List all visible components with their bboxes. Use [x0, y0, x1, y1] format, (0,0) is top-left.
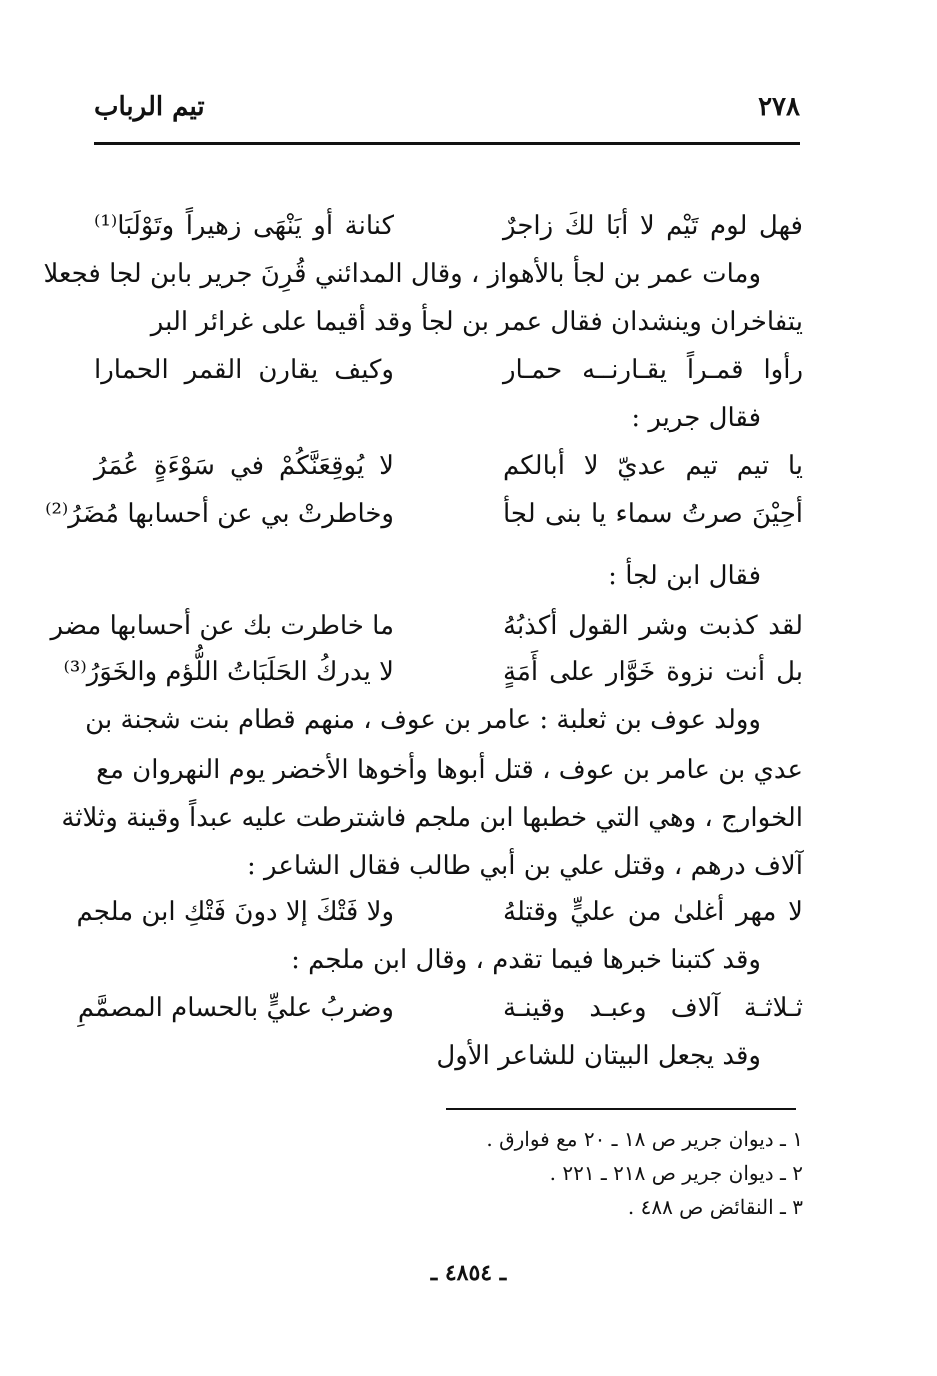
page-number: ٢٧٨ [758, 92, 800, 122]
verse-hemistich-left: وكيف يقارن القمر الحمارا [94, 355, 394, 385]
verse-hemistich-right: فهل لوم تَيْم لا أبَا لكَ زاجرٌ [503, 211, 803, 241]
verse-line-5 [50, 606, 803, 646]
footnote-rule [446, 1108, 796, 1110]
verse-line-1 [94, 206, 803, 246]
verse-line-7 [76, 892, 803, 932]
prose-line: ومات عمر بن لجأ بالأهواز ، وقال المدائني قُرِنَ جرير بابن لجا فجعلا [43, 259, 761, 289]
verse-hemistich-left: ولا فَتْكَ إلا دونَ فَتْكِ ابن ملجم [76, 897, 394, 927]
prose-line: وقد كتبنا خبرها فيما تقدم ، وقال ابن ملجم : [291, 945, 761, 975]
speaker-line: فقال ابن لجأ : [608, 561, 761, 591]
verse-hemistich-right: لا مهر أغلىٰ من عليٍّ وقتلهُ [503, 897, 803, 927]
verse-hemistich-left: كنانة أو يَنْهَى زهيراً وتَوْلَبَا⁽¹⁾ [94, 211, 394, 241]
verse-line-3 [94, 446, 803, 486]
footnote-1: ١ ـ ديوان جرير ص ١٨ ـ ٢٠ مع فوارق . [486, 1127, 803, 1151]
running-title: تيم الرباب [94, 92, 205, 122]
verse-hemistich-right: رأوا قمـراً يقـارنــه حمـار [503, 355, 803, 385]
header-rule [94, 142, 800, 145]
verse-hemistich-right: يا تيم تيم عديّ لا أبالكم [503, 451, 803, 481]
prose-line: آلاف درهم ، وقتل علي بن أبي طالب فقال الشاعر : [246, 851, 803, 881]
folio-number: ـ ٤٨٥٤ ـ [430, 1260, 507, 1286]
prose-line: يتفاخران وينشدان فقال عمر بن لجأ وقد أقيما على غرائر البر [150, 307, 803, 337]
footnote-3: ٣ ـ النقائض ص ٤٨٨ . [627, 1195, 803, 1219]
verse-line-8 [77, 988, 803, 1028]
prose-line: عدي بن عامر بن عوف ، قتل أبوها وأخوها الأخضر يوم النهروان مع [96, 755, 803, 785]
verse-hemistich-left: لا يدركُ الحَلَبَاتُ اللُّؤم والخَوَرُ⁽³⁾ [63, 657, 394, 687]
verse-hemistich-right: ثـلاثـة آلاف وعبـد وقينـة [503, 993, 803, 1023]
prose-line: وقد يجعل البيتان للشاعر الأول [436, 1041, 761, 1071]
verse-hemistich-right: أحِيْنَ صرتُ سماء يا بنى لجأ [503, 499, 803, 529]
verse-line-6 [63, 652, 803, 692]
speaker-line: فقال جرير : [631, 403, 761, 433]
verse-hemistich-left: ما خاطرت بك عن أحسابها مضر [50, 611, 394, 641]
prose-line: وولد عوف بن ثعلبة : عامر بن عوف ، منهم قطام بنت شجنة بن [85, 705, 761, 735]
verse-line-2 [94, 350, 803, 390]
verse-hemistich-left: لا يُوقِعَنَّكُمْ في سَوْءَةٍ عُمَرُ [94, 451, 394, 481]
verse-hemistich-right: بل أنت نزوة خَوَّار على أَمَةٍ [503, 657, 803, 687]
verse-hemistich-left: وضربُ عليٍّ بالحسام المصمَّمِ [77, 993, 394, 1023]
footnote-2: ٢ ـ ديوان جرير ص ٢١٨ ـ ٢٢١ . [549, 1161, 803, 1185]
page-header [94, 92, 800, 136]
verse-hemistich-right: لقد كذبت وشر القول أكذبُهُ [503, 611, 803, 641]
verse-hemistich-left: وخاطرتْ بي عن أحسابها مُضَرُ⁽²⁾ [45, 499, 394, 529]
prose-line: الخوارج ، وهي التي خطبها ابن ملجم فاشترطت عليه عبداً وقينة وثلاثة [61, 803, 803, 833]
verse-line-4 [45, 494, 803, 534]
